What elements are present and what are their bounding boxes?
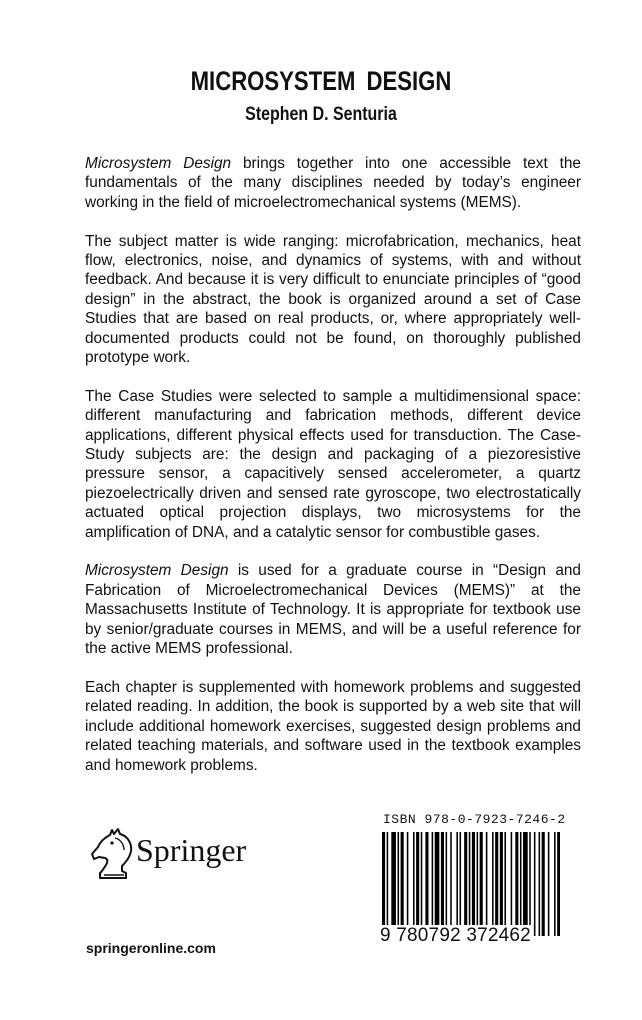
barcode-bar — [523, 832, 528, 936]
blurb-title-italic: Microsystem Design — [85, 562, 229, 580]
blurb-paragraph-1 — [85, 154, 581, 212]
barcode-bar — [529, 832, 531, 936]
isbn-label: ISBN 978-0-7923-7246-2 — [383, 812, 566, 827]
back-cover-blurb — [85, 154, 581, 794]
barcode-bar — [511, 832, 513, 936]
barcode-bar — [500, 832, 503, 936]
blurb-paragraph-3: The Case Studies were selected to sample a multidimensional space: different manufacturing and fabrication methods, different device applications, different physical effects used for transduction. The Case-Study subjects are: the design and packaging of a piezoresistive pressure sensor, a capacitively sensed accelerometer, a quartz piezoelectrically driven and sensed rate gyroscope, two electrostatically actuated optical projection displays, two microsystems for the amplification of DNA, and a catalytic sensor for combustible gases. — [85, 387, 581, 541]
barcode-bar — [515, 832, 518, 936]
barcode-bar — [504, 832, 506, 936]
barcode-bar — [391, 832, 396, 936]
book-title: MICROSYSTEM DESIGN — [190, 66, 452, 96]
barcode-number: 9 780792 372462 — [380, 925, 531, 946]
blurb-paragraph-2: The subject matter is wide ranging: microfabrication, mechanics, heat flow, electronics, noise, and dynamics of systems, with and without feedback. And because it is very difficult to enunciate principles of “good design” in the abstract, the book is organized around a set of Case Studies that are based on real products, or, where appropriately well-documented products could not be found, on thoroughly published prototype work. — [85, 232, 581, 367]
barcode-bar — [401, 832, 404, 936]
barcode-bar — [464, 832, 467, 936]
barcode-bar — [557, 832, 560, 936]
barcode-bar — [416, 832, 419, 936]
blurb-paragraph-1-text: brings together into one accessible text the fundamentals of the many disciplines needed by today’s engineer working in the field of microelectromechanical systems (MEMS). — [85, 155, 581, 211]
barcode-bar — [477, 832, 479, 936]
barcode-bar — [456, 832, 458, 936]
barcode-bar — [548, 832, 550, 936]
barcode-bar — [534, 832, 536, 936]
barcode-bar — [421, 832, 423, 936]
barcode-bar — [407, 832, 409, 936]
blurb-paragraph-5: Each chapter is supplemented with homework problems and suggested related reading. In addition, the book is supported by a web site that will include additional homework exercises, suggested design problems and related teaching materials, and software used in the textbook examples and homework problems. — [85, 678, 581, 774]
barcode-bar — [472, 832, 475, 936]
barcode-bar — [435, 832, 440, 936]
barcode-bar — [554, 832, 556, 936]
barcode-bar — [486, 832, 488, 936]
barcode-bar — [425, 832, 428, 936]
barcode-bar — [539, 832, 541, 936]
barcode-bar — [398, 832, 400, 936]
barcode-bar — [441, 832, 444, 936]
barcode-bar — [480, 832, 483, 936]
blurb-paragraph-4-text: is used for a graduate course in “Design and Fabrication of Microelectromechanical Devices (MEMS)” at the Massachusetts Institute of Technology. It is appropriate for textbook use by senior/graduate courses in MEMS, and will be a useful reference for the active MEMS professional. — [85, 562, 581, 658]
barcode-bar — [382, 832, 385, 936]
barcode-bar — [495, 832, 498, 936]
barcode-bar — [469, 832, 471, 936]
publisher-website: springeronline.com — [86, 940, 216, 956]
barcode-bar — [460, 832, 462, 936]
publisher-name: Springer — [136, 832, 247, 868]
barcode-bar — [446, 832, 448, 936]
barcode-icon — [380, 832, 560, 936]
book-author: Stephen D. Senturia — [245, 104, 397, 125]
barcode-bar — [387, 832, 389, 936]
barcode-bar — [450, 832, 452, 936]
barcode-bar — [432, 832, 434, 936]
barcode-bar — [542, 832, 545, 936]
blurb-paragraph-4 — [85, 561, 581, 658]
barcode-bar — [413, 832, 415, 936]
barcode-bar — [520, 832, 522, 936]
barcode-bar — [492, 832, 494, 936]
blurb-title-italic: Microsystem Design — [85, 155, 232, 172]
